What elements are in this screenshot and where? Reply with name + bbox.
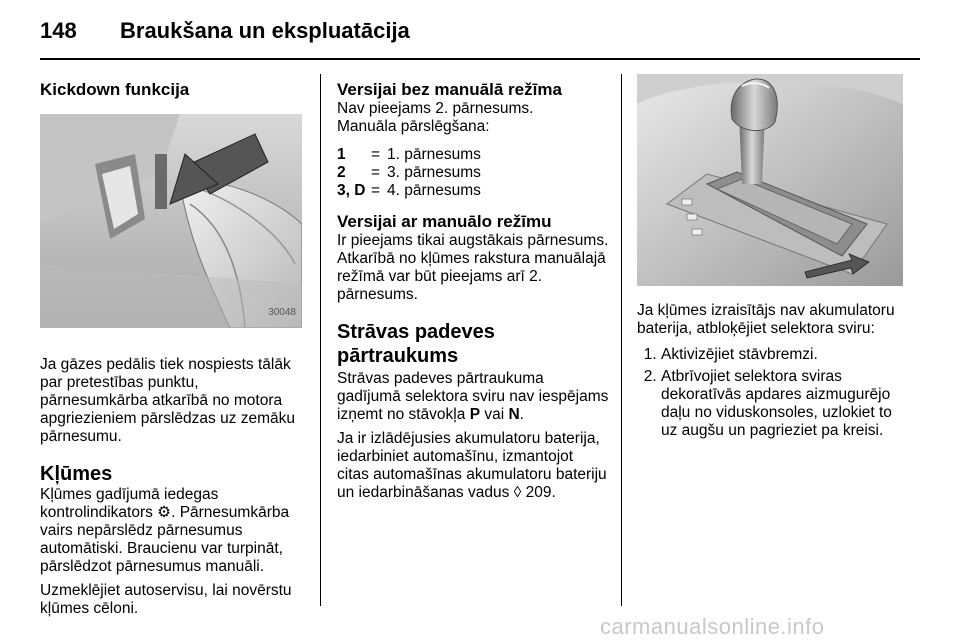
list-item: 2. Atbrīvojiet selektora sviras dekoratīvās apdares aizmugurējo daļu no viduskonsoles, uzlokiet to uz augšu un pagrieziet pa kreisi. xyxy=(661,368,903,440)
faults-paragraph: Kļūmes gadījumā iedegas kontrolindikators ⚙. Pārnesumkārba vairs nepārslēdz pārnesumus automātiski. Braucienu var turpināt, pārslēdzot pārnesumus manuāli. xyxy=(40,486,290,575)
manual-shift-label: Manuāla pārslēgšana: xyxy=(337,118,490,135)
gear-value: 4. pārnesums xyxy=(387,182,481,199)
kickdown-paragraph: Ja gāzes pedālis tiek nospiests tālāk par pretestības punktu, pārnesumkārba atkarībā no motora apgriezieniem pārslēdzas uz zemāku pārnesumu. xyxy=(40,356,296,445)
gear-eq: = xyxy=(371,164,381,181)
chapter-title: Braukšana un ekspluatācija xyxy=(120,18,410,43)
figure-id: 30048 xyxy=(268,307,296,318)
no-second-gear: Nav pieejams 2. pārnesums. xyxy=(337,100,534,117)
column-divider-1 xyxy=(320,74,321,606)
kickdown-illustration xyxy=(40,114,302,328)
column-1 xyxy=(40,74,305,618)
gear-value: 3. pārnesums xyxy=(387,164,481,181)
gear-table xyxy=(337,146,481,200)
selector-lever-illustration xyxy=(637,74,903,286)
column-3 xyxy=(637,74,903,444)
gear-value: 1. pārnesums xyxy=(387,146,481,163)
power-interruption-paragraph: Strāvas padeves pārtraukuma gadījumā selektora sviru nav iespējams izņemt no stāvokļa P vai N. xyxy=(337,370,609,423)
list-item: 1. Aktivizējiet stāvbremzi. xyxy=(661,346,903,364)
transmission-fault-icon: ⚙ xyxy=(157,504,172,521)
service-paragraph: Uzmeklējiet autoservisu, lai novērstu kļūmes cēloni. xyxy=(40,582,292,617)
unlock-intro: Ja kļūmes izraisītājs nav akumulatoru baterija, atbloķējiet selektora sviru: xyxy=(637,302,895,337)
gear-eq: = xyxy=(371,146,381,163)
manual-paragraph: Ir pieejams tikai augstākais pārnesums. Atkarībā no kļūmes rakstura manuālajā režīmā var būt pieejams arī 2. pārnesums. xyxy=(337,232,609,303)
watermark: carmanualsonline.info xyxy=(600,614,825,639)
gear-key: 3, D xyxy=(337,182,366,199)
gear-row xyxy=(337,164,481,182)
column-divider-2 xyxy=(621,74,622,606)
gear-key: 1 xyxy=(337,146,346,163)
header-rule xyxy=(40,58,920,60)
kickdown-heading: Kickdown funkcija xyxy=(40,80,190,99)
jumpstart-paragraph: Ja ir izlādējusies akumulatoru baterija, iedarbiniet automašīnu, izmantojot citas automašīnas akumulatoru bateriju un iedarbināšanas vadus ◊ 209. xyxy=(337,430,607,501)
gear-eq: = xyxy=(371,182,381,199)
power-interruption-heading: Strāvas padeves pārtraukums xyxy=(337,321,495,367)
gear-key: 2 xyxy=(337,164,346,181)
page-header xyxy=(40,14,920,54)
gear-row xyxy=(337,182,481,200)
page-reference-icon: ◊ xyxy=(513,484,522,501)
column-2 xyxy=(337,74,609,502)
page-number: 148 xyxy=(40,18,77,43)
manual-heading: Versijai ar manuālo režīmu xyxy=(337,212,552,231)
faults-heading: Kļūmes xyxy=(40,463,113,485)
no-manual-heading: Versijai bez manuālā režīma xyxy=(337,80,562,99)
selector-lever-figure xyxy=(637,74,903,286)
kickdown-figure xyxy=(40,114,302,328)
gear-row xyxy=(337,146,481,164)
unlock-steps xyxy=(637,346,903,440)
